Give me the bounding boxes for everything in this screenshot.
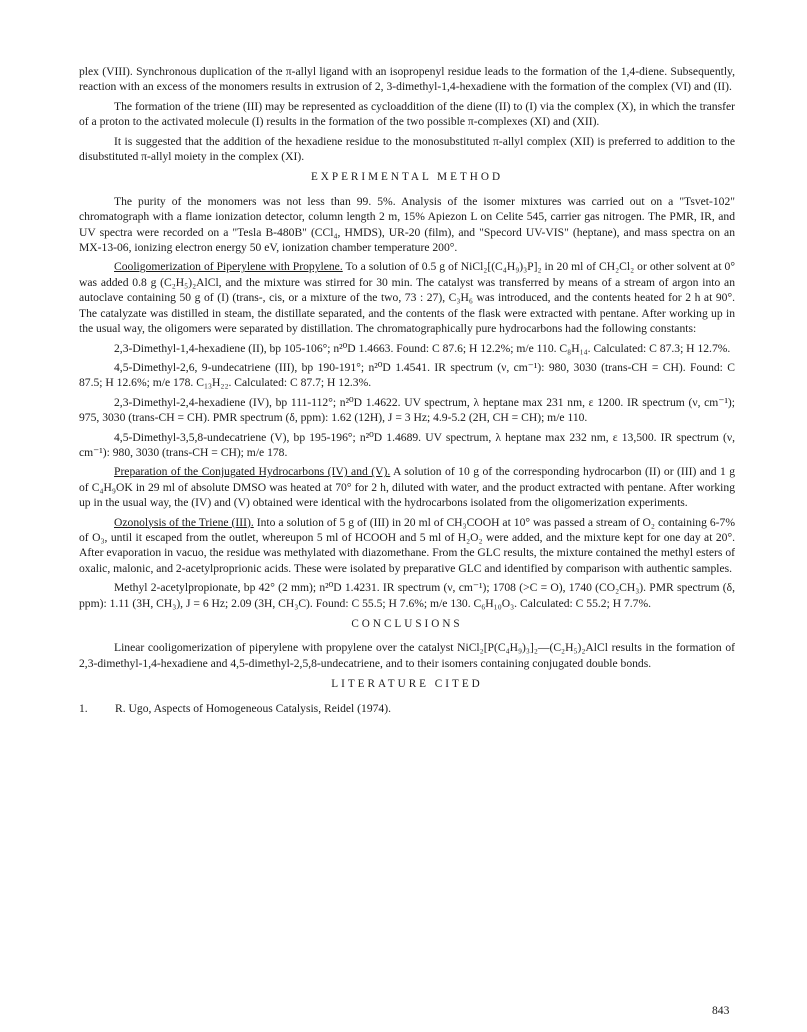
preparation-text: A solution of 10 g of the corresponding hydrocarbon (II) or (III) and 1 g of C₄H₉OK in 29 ml of absolute DMSO was heated at 70° for 2 h, diluted with water, and the product extracted with pentane. After working up in the usual way, the (IV) and (V) obtained were identical with the hydrocarbons isolated from the oligomerization experiments. xyxy=(79,465,735,510)
cooligomerization-text: To a solution of 0.5 g of NiCl₂[(C₄H₉)₃P]₂ in 20 ml of CH₂Cl₂ or other solvent at 0° was added 0.8 g (C₂H₅)₂AlCl, and the mixture was stirred for 30 min. The catalyst was transferred by means of a stream of argon into an autoclave containing 50 g of (I) (trans-, cis, or a mixture of the two, 73 : 27), C₃H₆ was introduced, and the contents heated for 2 h at 90°. The catalyzate was distilled in steam, the distillate separated, and the contents of the flask were extracted with pentane. After working up in the usual way, the oligomers were separated by distillation. The chromatographically pure hydrocarbons had the following constants: xyxy=(79,260,735,336)
paragraph-conclusion: Linear cooligomerization of piperylene with propylene over the catalyst NiCl₂[P(C₄H₉)₃]₂—(C₂H₅)₂AlCl results in the formation of 2,3-dimethyl-1,4-hexadiene and 4,5-dimethyl-2,5,8-undecatriene, and to their isomers containing conjugated double bonds. xyxy=(79,641,735,670)
compound-4-5-dimethyl-3-5-8-undecatriene: 4,5-Dimethyl-3,5,8-undecatriene (V), bp 195-196°; n²⁰D 1.4689. UV spectrum, λ heptane max 232 nm, ε 13,500. IR spectrum (ν, cm⁻¹): 980, 3030 (trans-CH = CH); m/e 178. xyxy=(79,430,735,459)
reference-item xyxy=(79,701,735,716)
paragraph-intro-1: plex (VIII). Synchronous duplication of the π-allyl ligand with an isopropenyl residue leads to the formation of the 1,4-diene. Subsequently, reaction with an excess of the monomers results in extrusion of 2, 3-dimethyl-1,4-hexadiene with the formation of the complex (VI) and (II). xyxy=(79,65,735,94)
compound-2-3-dimethyl-2-4-hexadiene: 2,3-Dimethyl-2,4-hexadiene (IV), bp 111-112°; n²⁰D 1.4622. UV spectrum, λ heptane max 231 nm, ε 1200. IR spectrum (ν, cm⁻¹); 975, 3030 (trans-CH = CH). PMR spectrum (δ, ppm): 1.62 (12H), J = 3 Hz; 4.9-5.2 (2H, CH = CH); m/e 110. xyxy=(79,395,735,425)
paragraph-ozonolysis xyxy=(79,515,735,577)
paragraph-intro-3: It is suggested that the addition of the hexadiene residue to the monosubstituted π-allyl complex (XII) is preferred to addition to the disubstituted π-allyl moiety in the complex (XI). xyxy=(79,134,735,164)
ozonolysis-text: Into a solution of 5 g of (III) in 20 ml of CH₃COOH at 10° was passed a stream of O₂ containing 6-7% of O₃, until it escaped from the outlet, whereupon 5 ml of HCOOH and 5 ml of H₂O₂ were added, and the mixture kept for one day at 20°. After evaporation in vacuo, the residue was methylated with diazomethane. From the GLC results, the mixture contained the methyl esters of oxalic, malonic, and 2-acetylproprionic acids. These were isolated by preparative GLC and identified by comparison with authentic samples. xyxy=(79,515,735,575)
reference-text: R. Ugo, Aspects of Homogeneous Catalysis, Reidel (1974). xyxy=(115,701,391,715)
reference-number: 1. xyxy=(79,701,88,715)
heading-literature-cited: LITERATURE CITED xyxy=(331,678,483,691)
paragraph-methyl-2-acetylpropionate: Methyl 2-acetylpropionate, bp 42° (2 mm); n²⁰D 1.4231. IR spectrum (ν, cm⁻¹); 1708 (>C = O), 1740 (CO₂CH₃). PMR spectrum (δ, ppm): 1.11 (3H, CH₃), J = 6 Hz; 2.09 (3H, CH₃C). Found: C 55.5; H 7.6%; m/e 130. C₆H₁₀O₃. Calculated: C 55.2; H 7.7%. xyxy=(79,581,735,610)
compound-2-3-dimethyl-1-4-hexadiene: 2,3-Dimethyl-1,4-hexadiene (II), bp 105-106°; n²⁰D 1.4663. Found: C 87.6; H 12.2%; m/e 110. C₈H₁₄. Calculated: C 87.3; H 12.7%. xyxy=(114,341,731,355)
compound-4-5-dimethyl-2-6-9-undecatriene: 4,5-Dimethyl-2,6, 9-undecatriene (III), bp 190-191°; n²⁰D 1.4541. IR spectrum (ν, cm⁻¹): 980, 3030 (trans-CH = CH). Found: C 87.5; H 12.6%; m/e 178. C₁₃H₂₂. Calculated: C 87.7; H 12.3%. xyxy=(79,360,735,390)
page-number: 843 xyxy=(712,1004,730,1017)
heading-experimental-method: EXPERIMENTAL METHOD xyxy=(310,171,504,184)
heading-conclusions: CONCLUSIONS xyxy=(351,618,463,630)
document-body xyxy=(79,64,735,716)
paragraph-purity: The purity of the monomers was not less than 99. 5%. Analysis of the isomer mixtures was carried out on a "Tsvet-102" chromatograph with a flame ionization detector, column length 2 m, 15% Apiezon L on Celite 545, carrier gas nitrogen. The PMR, IR, and UV spectra were recorded on a "Tesla B-480B" (CCl₄, HMDS), UR-20 (film), and "Specord UV-VIS" (heptane), and mass spectra on an MX-13-06, ionizing electron energy 50 eV, ionization chamber temperature 200°. xyxy=(79,194,735,255)
section-title-cooligomerization: Cooligomerization of Piperylene with Propylene. xyxy=(114,260,343,274)
paragraph-intro-2: The formation of the triene (III) may be represented as cycloaddition of the diene (II) to (I) via the complex (X), in which the transfer of a proton to the activated molecule (I) results in the formation of the two possible π-complexes (XI) and (XII). xyxy=(79,99,735,129)
paragraph-preparation xyxy=(79,464,735,510)
section-title-ozonolysis: Ozonolysis of the Triene (III). xyxy=(114,515,254,529)
section-title-preparation: Preparation of the Conjugated Hydrocarbons (IV) and (V). xyxy=(114,465,391,479)
paragraph-cooligomerization xyxy=(79,259,735,336)
